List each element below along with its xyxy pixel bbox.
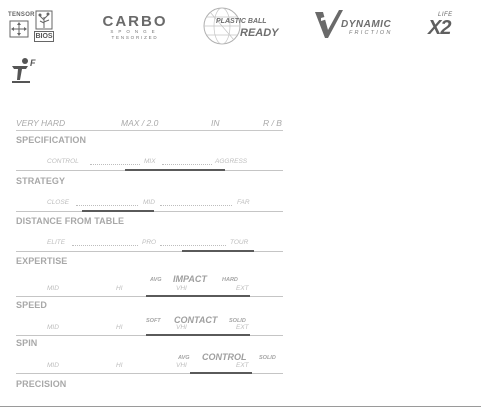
spec-divider <box>16 130 283 131</box>
precision-scale-mid: MID <box>47 362 59 369</box>
precision-tag-right: SOLID <box>259 355 276 361</box>
distance-dots-1 <box>76 205 138 206</box>
carbo-logo <box>97 14 173 40</box>
speed-scale-mid: MID <box>47 285 59 292</box>
bios-logo-text: BIOS <box>35 33 53 40</box>
ball-globe-icon <box>202 6 242 46</box>
expertise-dots-2 <box>160 245 226 246</box>
expertise-option-elite: ELITE <box>47 239 66 246</box>
precision-tag-left: AVG <box>178 355 190 361</box>
spec-type: IN <box>211 118 220 128</box>
strategy-label: STRATEGY <box>16 176 66 186</box>
precision-tag: CONTROL <box>202 352 247 362</box>
ready-text: READY <box>240 27 279 39</box>
precision-scale-ext: EXT <box>236 362 249 369</box>
precision-rating-bar <box>190 372 252 374</box>
strategy-option-control: CONTROL <box>47 158 79 165</box>
spin-tag: CONTACT <box>174 315 218 325</box>
expertise-option-pro: PRO <box>142 239 157 246</box>
spin-scale-vhi: VHI <box>176 324 187 331</box>
speed-tag-left: AVG <box>150 277 162 283</box>
life-text: LIFE <box>438 12 453 18</box>
spin-scale-mid: MID <box>47 324 59 331</box>
distance-label: DISTANCE FROM TABLE <box>16 216 125 226</box>
speed-scale-vhi: VHI <box>176 285 187 292</box>
life-x2-logo <box>424 12 472 38</box>
dynamic-v-icon <box>313 8 343 40</box>
speed-tag: IMPACT <box>173 274 207 284</box>
bios-tree-icon <box>34 10 54 30</box>
tenzor-logo-text: TENSOR <box>8 12 35 18</box>
dynamic-text: DYNAMIC <box>341 19 392 30</box>
ittf-logo <box>8 56 44 86</box>
distance-option-close: CLOSE <box>47 199 70 206</box>
bios-logo <box>34 10 54 42</box>
expertise-rating-bar <box>182 250 254 252</box>
spin-label: SPIN <box>16 338 38 348</box>
ittf-letter: F <box>30 58 36 68</box>
tenzor-logo <box>8 12 35 40</box>
spin-scale-ext: EXT <box>236 324 249 331</box>
x2-text: X2 <box>428 17 451 39</box>
expertise-label: EXPERTISE <box>16 256 68 266</box>
distance-dots-2 <box>160 205 232 206</box>
precision-scale-vhi: VHI <box>176 362 187 369</box>
precision-scale-hi: HI <box>116 362 123 369</box>
spin-rating-bar <box>146 334 250 336</box>
spin-tag-right: SOLID <box>229 318 246 324</box>
plastic-ball-text: PLASTIC BALL <box>216 18 267 25</box>
carbo-sponge: SPONGE <box>110 29 160 34</box>
spin-scale-hi: HI <box>116 324 123 331</box>
plastic-ball-logo <box>202 6 298 46</box>
speed-label: SPEED <box>16 300 48 310</box>
distance-rating-bar <box>82 210 154 212</box>
expertise-dots-1 <box>72 245 138 246</box>
friction-text: FRICTION <box>349 30 393 36</box>
strategy-dots-2 <box>162 164 212 165</box>
speed-tag-right: HARD <box>222 277 238 283</box>
precision-label: PRECISION <box>16 379 67 389</box>
strategy-option-aggress: AGGRESS <box>215 158 248 165</box>
distance-option-far: FAR <box>237 199 250 206</box>
speed-scale-ext: EXT <box>236 285 249 292</box>
tenzor-arrows-icon <box>8 19 30 39</box>
strategy-rating-bar <box>125 169 225 171</box>
bottom-divider <box>0 406 481 407</box>
dynamic-friction-logo <box>313 8 411 40</box>
strategy-option-mix: MIX <box>144 158 156 165</box>
speed-rating-bar <box>146 295 250 297</box>
speed-scale-hi: HI <box>116 285 123 292</box>
spec-thickness: MAX / 2.0 <box>121 118 159 128</box>
spin-tag-left: SOFT <box>146 318 161 324</box>
carbo-tensorized: TENSORIZED <box>111 35 159 40</box>
spec-hardness: VERY HARD <box>16 118 66 128</box>
expertise-option-tour: TOUR <box>230 239 249 246</box>
carbo-word: CARBO <box>102 13 168 30</box>
strategy-dots-1 <box>90 164 140 165</box>
spec-use: R / B <box>263 118 282 128</box>
specification-label: SPECIFICATION <box>16 135 87 145</box>
distance-option-mid: MID <box>143 199 155 206</box>
